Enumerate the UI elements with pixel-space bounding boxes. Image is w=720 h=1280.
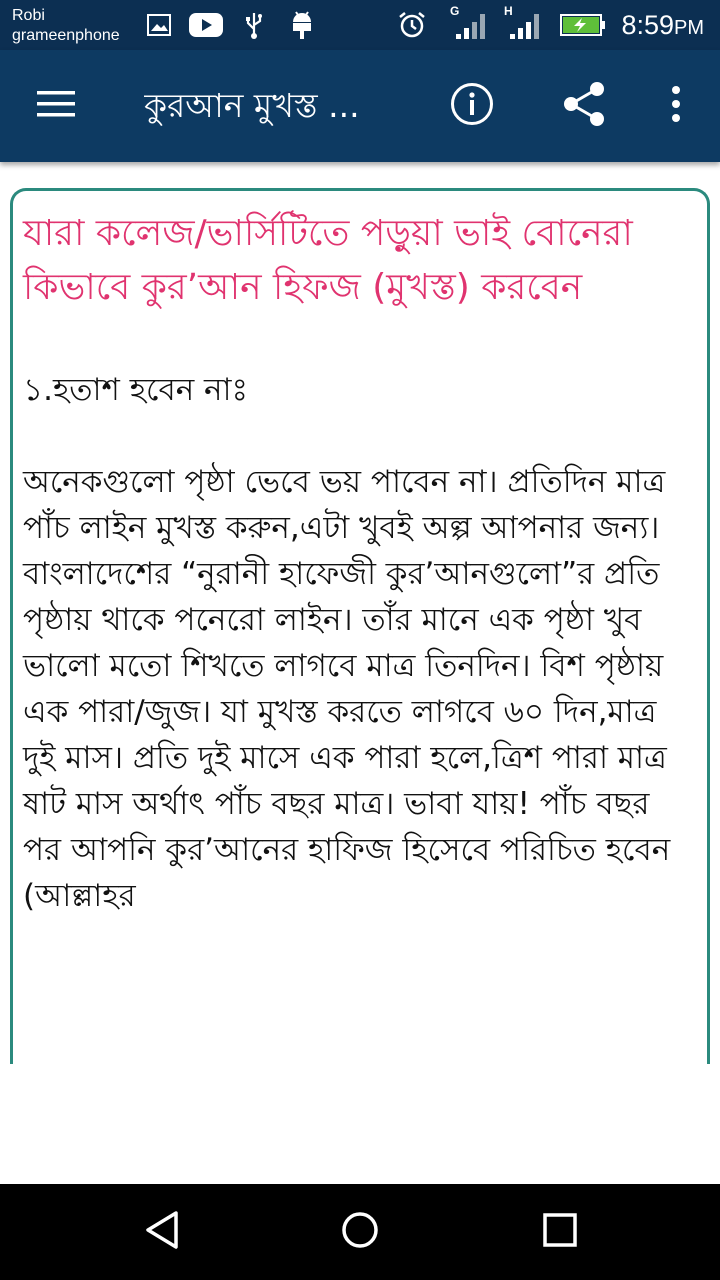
- more-vert-icon: [670, 86, 682, 126]
- app-bar: [0, 50, 720, 162]
- signal-icon: [502, 4, 542, 40]
- battery-charging-icon: [560, 10, 606, 40]
- carrier-label: [12, 6, 120, 46]
- clock-time: 8:59: [621, 10, 674, 40]
- menu-icon: [36, 89, 76, 123]
- share-icon: [561, 81, 607, 131]
- android-icon: [288, 10, 316, 40]
- article-title: যারা কলেজ/ভার্সিটিতে পড়ুয়া ভাই বোনেরা কিভাবে কুর’আন হিফজ (মুখস্ত) করবেন: [23, 213, 633, 308]
- app-title: কুরআন মুখস্ত ...: [144, 86, 360, 125]
- overflow-menu-button[interactable]: [646, 76, 706, 136]
- article-card[interactable]: [10, 188, 710, 1064]
- youtube-icon: [188, 10, 224, 40]
- home-button[interactable]: [330, 1202, 390, 1262]
- alarm-icon: [396, 10, 428, 40]
- network-type-label: G: [450, 4, 460, 18]
- article-body: অনেকগুলো পৃষ্ঠা ভেবে ভয় পাবেন না। প্রতিদিন মাত্র পাঁচ লাইন মুখস্ত করুন,এটা খুবই অল্প আপনার জন্য। বাংলাদেশের “নুরানী হাফেজী কুর’আনগুলো”র প্রতি পৃষ্ঠায় থাকে পনেরো লাইন। তাঁর মানে এক পৃষ্ঠা খুব ভালো মতো শিখতে লাগবে মাত্র তিনদিন। বিশ পৃষ্ঠায় এক পারা/জুজ। যা মুখস্ত করতে লাগবে ৬০ দিন,মাত্র দুই মাস। প্রতি দুই মাসে এক পারা হলে,ত্রিশ পারা মাত্র ষাট মাস অর্থাৎ পাঁচ বছর মাত্র। ভাবা যায়! পাঁচ বছর পর আপনি কুর’আনের হাফিজ হিসেবে পরিচিত হবেন (আল্লাহর: [23, 464, 671, 914]
- usb-icon: [242, 10, 266, 40]
- spacer: [23, 413, 697, 459]
- spacer: [23, 315, 697, 367]
- navigation-bar: [0, 1184, 720, 1280]
- network-type-label: H: [504, 4, 513, 18]
- image-icon: [146, 10, 172, 40]
- share-button[interactable]: [554, 76, 614, 136]
- status-bar: [0, 0, 720, 50]
- clock-ampm: PM: [674, 17, 704, 39]
- info-icon: [450, 82, 494, 130]
- recents-button[interactable]: [530, 1202, 590, 1262]
- carrier-line-1: Robi: [12, 7, 45, 24]
- recents-icon: [542, 1212, 578, 1252]
- home-icon: [340, 1210, 380, 1254]
- clock: [621, 8, 704, 45]
- article-content: [13, 191, 707, 919]
- info-button[interactable]: [442, 76, 502, 136]
- menu-button[interactable]: [26, 76, 86, 136]
- carrier-line-2: grameenphone: [12, 27, 120, 44]
- back-icon: [144, 1210, 180, 1254]
- signal-icon: [448, 4, 488, 40]
- section-heading: ১.হতাশ হবেন নাঃ: [23, 372, 249, 408]
- back-button[interactable]: [132, 1202, 192, 1262]
